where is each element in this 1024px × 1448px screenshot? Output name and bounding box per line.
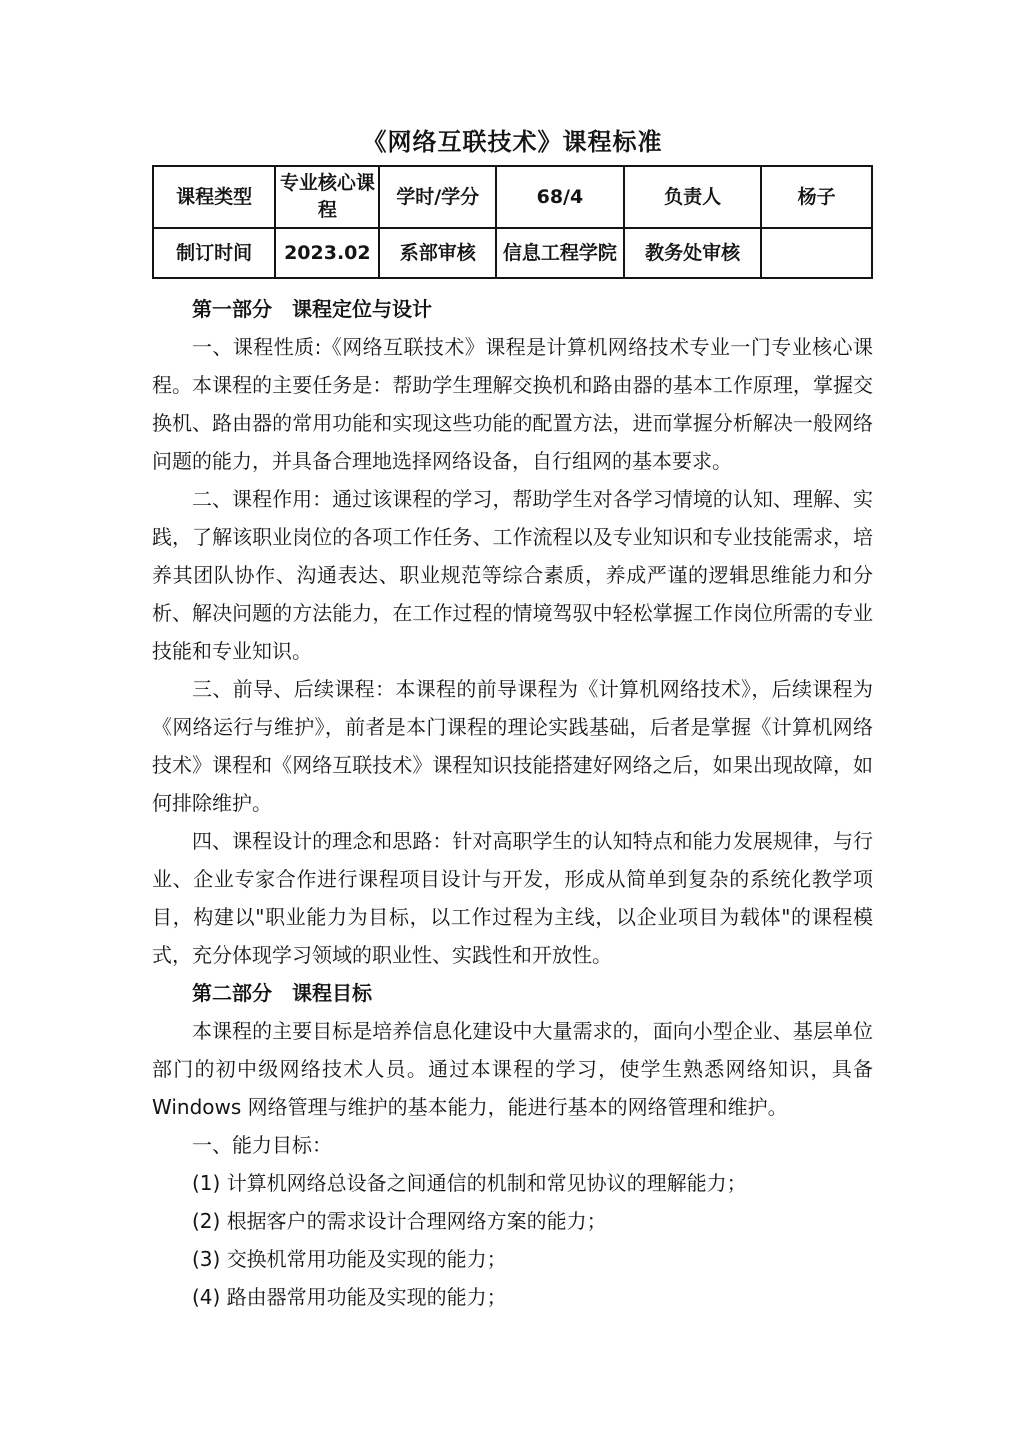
document-body xyxy=(152,290,873,1316)
section-1-paragraph-prerequisite-courses: 三、前导、后续课程：本课程的前导课程为《计算机网络技术》，后续课程为《网络运行与维护》，前者是本门课程的理论实践基础，后者是掌握《计算机网络技术》课程和《网络互联技术》课程知识技能搭建好网络之后，如果出现故障，如何排除维护。 xyxy=(152,677,873,815)
document-title: 《网络互联技术》课程标准 xyxy=(362,128,663,156)
cell-hours-credits-label: 学时/学分 xyxy=(379,166,495,228)
section-1-heading: 第一部分 课程定位与设计 xyxy=(192,297,432,321)
ability-goal-item-3: (3) 交换机常用功能及实现的能力； xyxy=(192,1247,507,1271)
table-row xyxy=(153,228,872,278)
ability-goal-item-1: (1) 计算机网络总设备之间通信的机制和常见协议的理解能力； xyxy=(192,1171,747,1195)
ability-goal-item-4: (4) 路由器常用功能及实现的能力； xyxy=(192,1285,507,1309)
section-2-heading: 第二部分 课程目标 xyxy=(192,981,372,1005)
cell-academic-office-review-label: 教务处审核 xyxy=(624,228,761,278)
table-row xyxy=(153,166,872,228)
section-1-paragraph-design-philosophy: 四、课程设计的理念和思路：针对高职学生的认知特点和能力发展规律，与行业、企业专家合作进行课程项目设计与开发，形成从简单到复杂的系统化教学项目，构建以"职业能力为目标，以工作过程为主线，以企业项目为载体"的课程模式，充分体现学习领域的职业性、实践性和开放性。 xyxy=(152,829,873,967)
ability-goal-item-2: (2) 根据客户的需求设计合理网络方案的能力； xyxy=(192,1209,607,1233)
cell-person-in-charge-label: 负责人 xyxy=(624,166,761,228)
cell-course-type-value: 专业核心课程 xyxy=(275,166,379,228)
cell-department-review-value: 信息工程学院 xyxy=(496,228,624,278)
cell-course-type-label: 课程类型 xyxy=(153,166,275,228)
cell-department-review-label: 系部审核 xyxy=(379,228,495,278)
cell-person-in-charge-value: 杨子 xyxy=(761,166,872,228)
cell-hours-credits-value: 68/4 xyxy=(496,166,624,228)
section-1-paragraph-course-nature: 一、课程性质:《网络互联技术》课程是计算机网络技术专业一门专业核心课程。本课程的主要任务是：帮助学生理解交换机和路由器的基本工作原理，掌握交换机、路由器的常用功能和实现这些功能的配置方法，进而掌握分析解决一般网络问题的能力，并具备合理地选择网络设备，自行组网的基本要求。 xyxy=(152,335,873,473)
section-2-paragraph-intro: 本课程的主要目标是培养信息化建设中大量需求的，面向小型企业、基层单位部门的初中级网络技术人员。通过本课程的学习，使学生熟悉网络知识，具备Windows 网络管理与维护的基本能力，能进行基本的网络管理和维护。 xyxy=(152,1019,873,1119)
section-1-paragraph-course-role: 二、课程作用：通过该课程的学习，帮助学生对各学习情境的认知、理解、实践，了解该职业岗位的各项工作任务、工作流程以及专业知识和专业技能需求，培养其团队协作、沟通表达、职业规范等综合素质，养成严谨的逻辑思维能力和分析、解决问题的方法能力，在工作过程的情境驾驭中轻松掌握工作岗位所需的专业技能和专业知识。 xyxy=(152,487,873,663)
section-2-ability-goals-heading: 一、能力目标： xyxy=(192,1133,332,1157)
cell-formulation-date-label: 制订时间 xyxy=(153,228,275,278)
course-info-table xyxy=(152,165,873,279)
cell-academic-office-review-value xyxy=(761,228,872,278)
cell-formulation-date-value: 2023.02 xyxy=(275,228,379,278)
